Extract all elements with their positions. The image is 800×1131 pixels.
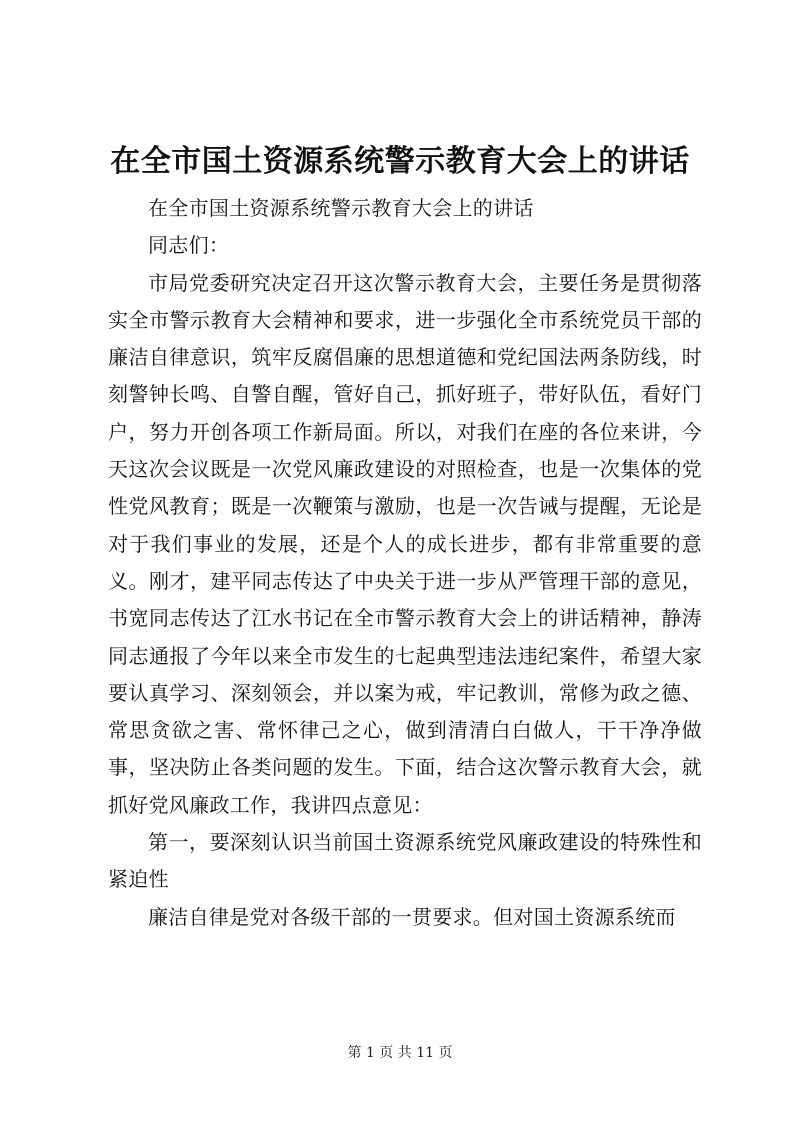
paragraph-salutation: 同志们： (148, 233, 230, 258)
page-footer: 第 1 页 共 11 页 (347, 1045, 453, 1061)
paragraph-continuation: 廉洁自律是党对各级干部的一贯要求。但对国土资源系统而 (148, 904, 676, 929)
document-title: 在全市国土资源系统警示教育大会上的讲话 (110, 144, 690, 179)
paragraph-subtitle: 在全市国土资源系统警示教育大会上的讲话 (148, 196, 534, 220)
paragraph-section-heading: 第一，要深刻认识当前国土资源系统党风廉政建设的特殊性和紧迫性 (108, 830, 702, 892)
paragraph-opening: 市局党委研究决定召开这次警示教育大会，主要任务是贯彻落实全市警示教育大会精神和要求，进一步强化全市系统党员干部的廉洁自律意识，筑牢反腐倡廉的思想道德和党纪国法两条防线，时刻警钟长鸣、自警自醒，管好自己，抓好班子，带好队伍，看好门户，努力开创各项工作新局面。所以，对我们在座的各位来讲，今天这次会议既是一次党风廉政建设的对照检查，也是一次集体的党性党风教育；既是一次鞭策与激励，也是一次告诫与提醒，无论是对于我们事业的发展，还是个人的成长进步，都有非常重要的意义。刚才，建平同志传达了中央关于进一步从严管理干部的意见，书宽同志传达了江水书记在全市警示教育大会上的讲话精神，静涛同志通报了今年以来全市发生的七起典型违法违纪案件，希望大家要认真学习、深刻领会，并以案为戒，牢记教训，常修为政之德、常思贪欲之害、常怀律己之心，做到清清白白做人，干干净净做事，坚决防止各类问题的发生。下面，结合这次警示教育大会，就抓好党风廉政工作，我讲四点意见： (108, 270, 702, 817)
document-body (108, 190, 702, 936)
